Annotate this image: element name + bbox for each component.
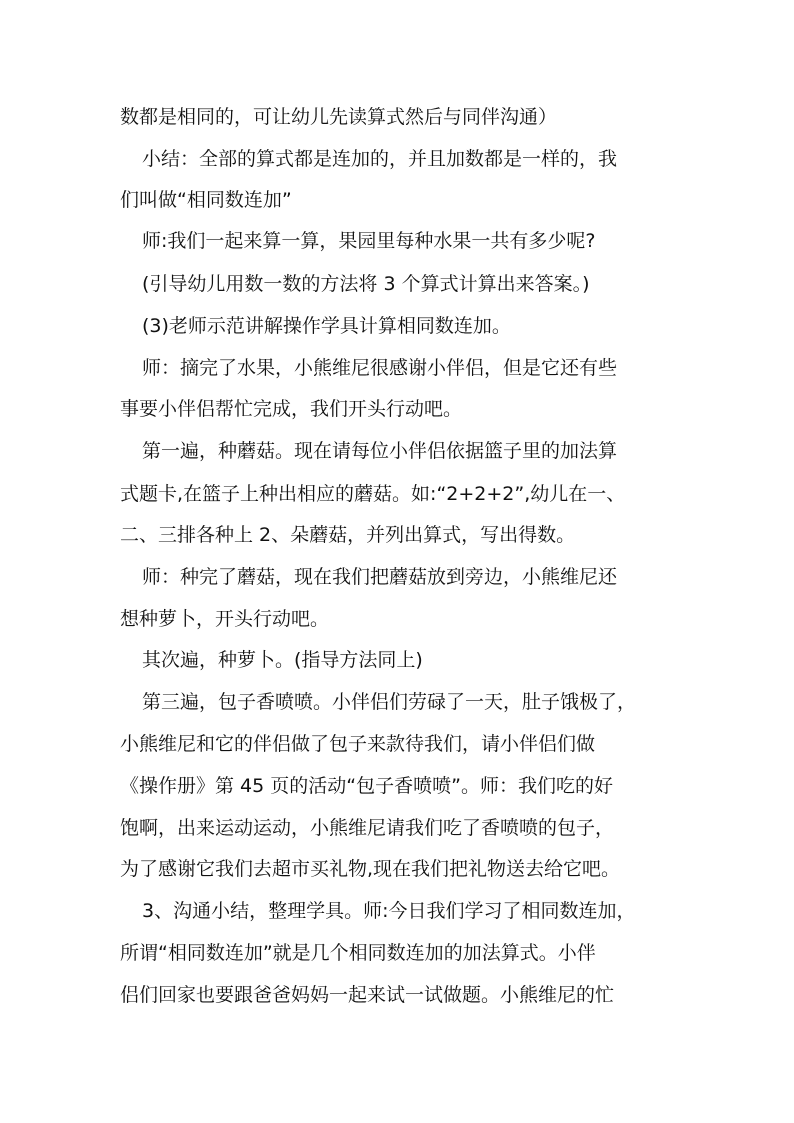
text-line: 式题卡,在篮子上种出相应的蘑菇。如:“2+2+2”,幼儿在一、 bbox=[120, 483, 626, 505]
text-line: 饱啊，出来运动运动，小熊维尼请我们吃了香喷喷的包子， bbox=[120, 817, 615, 839]
text-line: (3)老师示范讲解操作学具计算相同数连加。 bbox=[142, 315, 511, 337]
text-line: 《操作册》第 45 页的活动“包子香喷喷”。师：我们吃的好 bbox=[120, 775, 613, 797]
text-line: 事要小伴侣帮忙完成，我们开头行动吧。 bbox=[120, 398, 463, 420]
text-line: 第一遍，种蘑菇。现在请每位小伴侣依据篮子里的加法算 bbox=[142, 440, 618, 462]
text-line: 想种萝卜，开头行动吧。 bbox=[120, 608, 330, 630]
text-line: 侣们回家也要跟爸爸妈妈一起来试一试做题。小熊维尼的忙 bbox=[120, 984, 615, 1006]
text-line: 们叫做“相同数连加” bbox=[120, 189, 292, 211]
text-line: 小熊维尼和它的伴侣做了包子来款待我们，请小伴侣们做 bbox=[120, 733, 596, 755]
text-line: 二、三排各种上 2、朵蘑菇，并列出算式，写出得数。 bbox=[120, 524, 576, 546]
text-line: 3、沟通小结，整理学具。师:今日我们学习了相同数连加， bbox=[142, 900, 636, 922]
text-line: 其次遍，种萝卜。(指导方法同上) bbox=[142, 649, 423, 671]
text-line: 师：摘完了水果，小熊维尼很感谢小伴侣，但是它还有些 bbox=[142, 357, 618, 379]
text-line: 所谓“相同数连加”就是几个相同数连加的加法算式。小伴 bbox=[120, 942, 596, 964]
text-line: 为了感谢它我们去超市买礼物,现在我们把礼物送去给它吧。 bbox=[120, 858, 621, 880]
text-line: 小结：全部的算式都是连加的，并且加数都是一样的，我 bbox=[142, 148, 618, 170]
text-line: 师:我们一起来算一算，果园里每种水果一共有多少呢? bbox=[142, 230, 596, 252]
text-line: 数都是相同的，可让幼儿先读算式然后与同伴沟通） bbox=[120, 106, 558, 128]
text-line: 师：种完了蘑菇，现在我们把蘑菇放到旁边，小熊维尼还 bbox=[142, 566, 618, 588]
text-line: 第三遍，包子香喷喷。小伴侣们劳碌了一天，肚子饿极了， bbox=[142, 691, 637, 713]
text-line: (引导幼儿用数一数的方法将 3 个算式计算出来答案。) bbox=[142, 273, 590, 295]
